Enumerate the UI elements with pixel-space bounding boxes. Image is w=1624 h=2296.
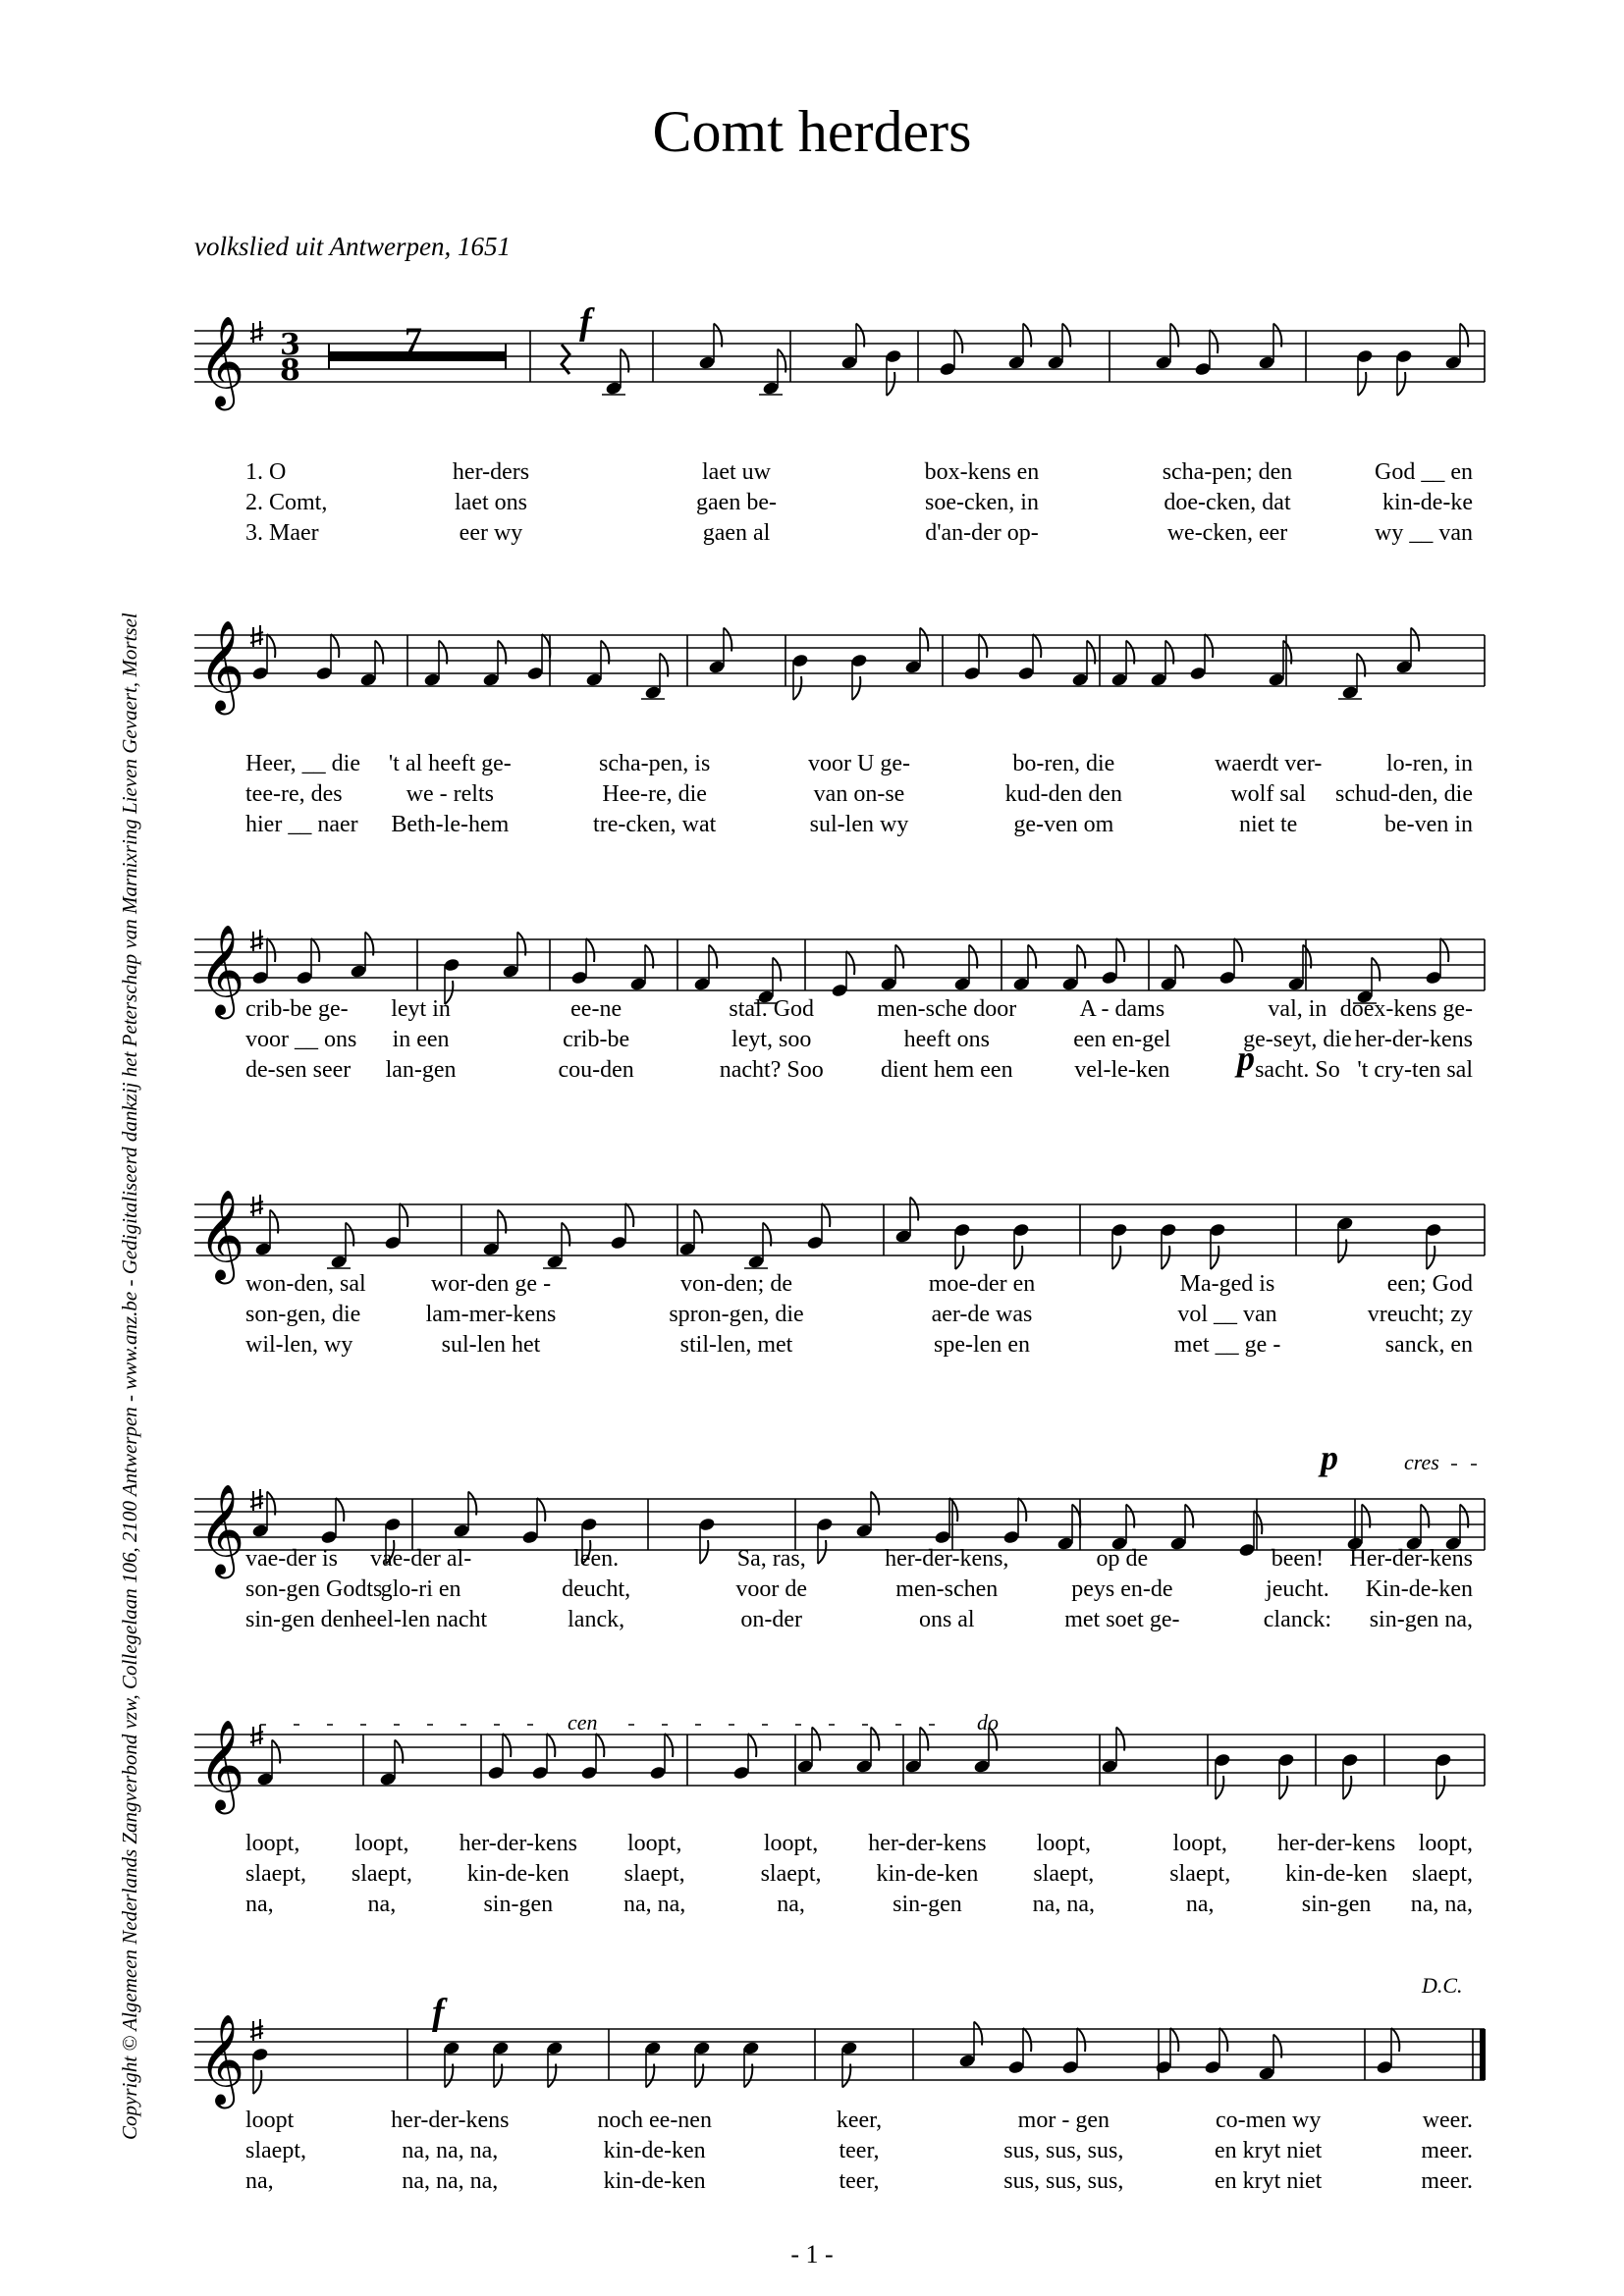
- lyric-syllable: sus, sus, sus,: [1003, 2168, 1124, 2194]
- lyric-syllable: clanck:: [1263, 1607, 1332, 1632]
- note-flag: [336, 1498, 344, 1522]
- lyric-syllable: von-den; de: [680, 1271, 792, 1297]
- lyric-syllable: slaept,: [351, 1861, 412, 1887]
- lyric-syllable: cou-den: [558, 1057, 634, 1083]
- note-flag: [1210, 330, 1218, 353]
- note-flag: [846, 951, 854, 975]
- lyric-line: [245, 1892, 1473, 1917]
- lyric-syllable: voor de: [735, 1576, 808, 1602]
- lyric-line: [245, 1302, 1473, 1327]
- lyric-syllable: tee-re, des: [245, 781, 343, 807]
- lyric-syllable: God __ en: [1375, 459, 1473, 485]
- note-flag: [267, 938, 275, 962]
- sharp-icon: [250, 625, 263, 647]
- lyric-syllable: vel-le-ken: [1074, 1057, 1170, 1083]
- lyric-syllable: meer.: [1421, 2168, 1473, 2194]
- note-flag: [1343, 1776, 1351, 1799]
- lyric-syllable: kin-de-ken: [603, 2138, 706, 2163]
- lyric-syllable: on-der: [740, 1607, 803, 1632]
- lyric-syllable: sacht. So: [1255, 1057, 1340, 1083]
- lyric-syllable: vae-der al-: [369, 1546, 472, 1572]
- lyric-syllable: schud-den, die: [1335, 781, 1473, 807]
- lyric-syllable: val, in: [1268, 996, 1327, 1022]
- lyric-syllable: Kin-de-ken: [1365, 1576, 1473, 1602]
- lyric-syllable: sin-gen den: [245, 1607, 355, 1632]
- lyric-syllable: co-men wy: [1216, 2108, 1322, 2133]
- dynamic-mark: do: [977, 1710, 999, 1735]
- lyric-syllable: na, na,: [1410, 1892, 1473, 1917]
- lyric-syllable: loopt,: [1418, 1831, 1473, 1856]
- page-number: - 1 -: [790, 2240, 834, 2269]
- lyric-syllable: van on-se: [813, 781, 905, 807]
- lyric-syllable: teer,: [839, 2168, 880, 2194]
- dynamic-mark: f: [579, 301, 592, 343]
- lyric-syllable: teer,: [839, 2138, 880, 2163]
- note-flag: [1116, 938, 1124, 962]
- note-flag: [1391, 2028, 1399, 2052]
- lyric-syllable: moe-der en: [928, 1271, 1036, 1297]
- dynamic-mark: p: [1321, 1438, 1338, 1477]
- note-flag: [955, 1246, 963, 1269]
- lyric-line: [245, 1332, 1473, 1358]
- lyric-line: [245, 996, 1473, 1022]
- lyric-syllable: doex-kens ge-: [1339, 996, 1473, 1022]
- lyric-syllable: men-schen: [895, 1576, 999, 1602]
- lyric-line: [245, 1607, 1473, 1632]
- lyric-syllable: slaept,: [245, 2138, 306, 2163]
- lyric-syllable: loopt,: [626, 1831, 682, 1856]
- lyric-syllable: doe-cken, dat: [1164, 490, 1291, 515]
- note-flag: [503, 1734, 511, 1757]
- lyric-syllable: loopt,: [1172, 1831, 1227, 1856]
- sharp-icon: [250, 1195, 263, 1216]
- lyric-syllable: sin-gen: [483, 1892, 554, 1917]
- lyric-syllable: her-der-kens: [459, 1831, 577, 1856]
- lyric-syllable: her-der-kens: [868, 1831, 987, 1856]
- lyric-syllable: met soet ge-: [1064, 1607, 1180, 1632]
- lyric-syllable: glo-ri en: [380, 1576, 461, 1602]
- note-flag: [596, 1734, 604, 1757]
- dynamic-mark: cen: [568, 1710, 598, 1735]
- lyric-syllable: slaept,: [1412, 1861, 1473, 1887]
- lyric-line: [245, 1271, 1473, 1297]
- lyric-syllable: her-ders: [452, 459, 530, 485]
- lyric-syllable: stal. God: [729, 996, 815, 1022]
- lyric-line: [245, 1576, 1473, 1602]
- note-flag: [1014, 1246, 1022, 1269]
- lyric-syllable: spron-gen, die: [669, 1302, 804, 1327]
- dynamic-mark: 7: [405, 320, 422, 359]
- lyric-syllable: kin-de-ken: [1285, 1861, 1388, 1887]
- note-flag: [537, 1498, 545, 1522]
- note-flag: [793, 676, 801, 700]
- dynamic-mark: cres: [1404, 1450, 1439, 1474]
- note-flag: [1112, 1246, 1120, 1269]
- lyric-syllable: een en-gel: [1073, 1027, 1171, 1052]
- lyric-syllable: loopt,: [245, 1831, 300, 1856]
- lyric-syllable: in een: [392, 1027, 450, 1052]
- lyric-syllable: kud-den den: [1004, 781, 1122, 807]
- lyric-syllable: ge-seyt, die: [1243, 1027, 1352, 1052]
- lyric-syllable: ge-ven om: [1013, 812, 1114, 837]
- lyric-syllable: slaept,: [760, 1861, 822, 1887]
- treble-clef-icon: 𝄞: [198, 315, 245, 406]
- lyric-syllable: met __ ge -: [1173, 1332, 1281, 1358]
- lyric-syllable: Ma-ged is: [1179, 1271, 1275, 1297]
- note-flag: [822, 1203, 830, 1227]
- lyric-syllable: wor-den ge -: [430, 1271, 552, 1297]
- lyric-syllable: eer wy: [459, 520, 523, 546]
- lyric-syllable: na,: [777, 1892, 805, 1917]
- lyric-syllable: mor - gen: [1017, 2108, 1110, 2133]
- dynamic-mark: p: [1237, 1039, 1255, 1078]
- lyric-syllable: sul-len het: [441, 1332, 541, 1358]
- note-flag: [1234, 938, 1242, 962]
- note-flag: [1397, 372, 1405, 396]
- lyric-syllable: 1. O: [245, 459, 287, 485]
- note-flag: [949, 1498, 957, 1522]
- lyric-syllable: kin-de-ken: [603, 2168, 706, 2194]
- lyric-syllable: vreucht; zy: [1367, 1302, 1473, 1327]
- lyric-syllable: keer,: [836, 2108, 883, 2133]
- lyric-line: [245, 2168, 1473, 2194]
- note-flag: [818, 1540, 826, 1564]
- note-flag: [1033, 634, 1041, 658]
- lyric-syllable: 3. Maer: [245, 520, 319, 546]
- lyric-syllable: ons al: [918, 1607, 975, 1632]
- note-flag: [1023, 2028, 1031, 2052]
- lyric-syllable: be-ven in: [1384, 812, 1473, 837]
- sharp-icon: [250, 1489, 263, 1511]
- note-flag: [1219, 2028, 1227, 2052]
- lyric-syllable: won-den, sal: [245, 1271, 366, 1297]
- lyric-syllable: spe-len en: [934, 1332, 1030, 1358]
- note-flag: [1358, 372, 1366, 396]
- note-flag: [887, 372, 894, 396]
- lyric-syllable: wil-len, wy: [245, 1332, 353, 1358]
- treble-clef-icon: 𝄞: [198, 924, 245, 1015]
- lyric-syllable: na, na, na,: [402, 2168, 499, 2194]
- lyric-line: [245, 1027, 1473, 1052]
- note-flag: [586, 938, 594, 962]
- lyric-syllable: lanck,: [568, 1607, 625, 1632]
- lyric-syllable: her-der-kens: [1354, 1027, 1473, 1052]
- lyric-syllable: op de: [1096, 1546, 1149, 1572]
- lyric-syllable: scha-pen; den: [1162, 459, 1293, 485]
- note-flag: [400, 1203, 407, 1227]
- lyric-syllable: loopt,: [1036, 1831, 1092, 1856]
- treble-clef-icon: 𝄞: [198, 1719, 245, 1810]
- lyric-syllable: Her-der-kens: [1349, 1546, 1473, 1572]
- page-title: Comt herders: [652, 99, 972, 164]
- lyric-line: [245, 1057, 1473, 1083]
- lyric-syllable: loopt: [245, 2108, 295, 2133]
- note-flag: [1205, 634, 1213, 658]
- lyric-syllable: loopt,: [354, 1831, 409, 1856]
- lyric-syllable: tre-cken, wat: [593, 812, 717, 837]
- lyric-syllable: her-der-kens: [391, 2108, 510, 2133]
- lyric-syllable: soe-cken, in: [925, 490, 1039, 515]
- lyric-syllable: meer.: [1421, 2138, 1473, 2163]
- note-flag: [542, 634, 550, 658]
- lyric-line: [245, 520, 1473, 546]
- treble-clef-icon: 𝄞: [198, 2013, 245, 2105]
- lyric-syllable: na,: [245, 1892, 274, 1917]
- sharp-icon: [250, 930, 263, 951]
- lyric-syllable: Hee-re, die: [602, 781, 707, 807]
- lyric-syllable: we - relts: [406, 781, 494, 807]
- lyric-syllable: en kryt niet: [1215, 2168, 1323, 2194]
- lyric-syllable: dient hem een: [880, 1057, 1013, 1083]
- note-flag: [852, 676, 860, 700]
- lyric-syllable: sin-gen: [1301, 1892, 1372, 1917]
- subtitle: volkslied uit Antwerpen, 1651: [194, 232, 511, 261]
- note-flag: [665, 1734, 673, 1757]
- lyric-line: [245, 781, 1473, 807]
- sharp-icon: [250, 2019, 263, 2041]
- lyric-syllable: laet ons: [455, 490, 527, 515]
- lyric-syllable: slaept,: [1033, 1861, 1095, 1887]
- lyric-syllable: wolf sal: [1230, 781, 1306, 807]
- note-flag: [954, 330, 962, 353]
- lyric-syllable: wy __ van: [1375, 520, 1473, 546]
- lyric-syllable: Beth-le-hem: [391, 812, 510, 837]
- lyric-syllable: kin-de-ke: [1382, 490, 1473, 515]
- lyric-syllable: d'an-der op-: [925, 520, 1039, 546]
- lyric-syllable: her-der-kens,: [885, 1546, 1009, 1572]
- lyric-syllable: box-kens en: [924, 459, 1040, 485]
- lyric-syllable: crib-be ge-: [245, 996, 349, 1022]
- note-flag: [1162, 1246, 1169, 1269]
- note-flag: [1018, 1498, 1026, 1522]
- lyric-syllable: 't cry-ten sal: [1357, 1057, 1473, 1083]
- note-flag: [1427, 1246, 1435, 1269]
- note-flag: [1077, 2028, 1085, 2052]
- lyric-syllable: en kryt niet: [1215, 2138, 1323, 2163]
- lyric-syllable: heel-len nacht: [353, 1607, 488, 1632]
- note-flag: [625, 1203, 633, 1227]
- lyric-line: [245, 1861, 1473, 1887]
- note-flag: [311, 938, 319, 962]
- treble-clef-icon: 𝄞: [198, 619, 245, 711]
- lyric-syllable: na,: [367, 1892, 397, 1917]
- lyric-syllable: slaept,: [1169, 1861, 1231, 1887]
- lyric-syllable: weer.: [1422, 2108, 1473, 2133]
- lyric-syllable: son-gen, die: [245, 1302, 361, 1327]
- lyric-syllable: lam-mer-kens: [425, 1302, 557, 1327]
- note-flag: [700, 1540, 708, 1564]
- lyric-syllable: we-cken, eer: [1166, 520, 1288, 546]
- time-signature-numerator: 3: [280, 328, 300, 362]
- lyric-syllable: aer-de was: [931, 1302, 1033, 1327]
- lyric-syllable: A - dams: [1079, 996, 1165, 1022]
- note-flag: [267, 634, 275, 658]
- lyric-syllable: leyt, soo: [731, 1027, 812, 1052]
- lyric-syllable: na, na,: [1032, 1892, 1095, 1917]
- note-flag: [547, 1734, 555, 1757]
- lyric-syllable: kin-de-ken: [466, 1861, 569, 1887]
- note-flag: [1211, 1246, 1218, 1269]
- lyric-syllable: bo-ren, die: [1012, 751, 1115, 776]
- lyric-syllable: slaept,: [245, 1861, 306, 1887]
- copyright-notice: Copyright © Algemeen Nederlands Zangverbond vzw, Collegelaan 106, 2100 Antwerpen - www.anz.be - Gedigitaliseerd dankzij het Peterschap van Marnixring Lieven Gevaert, Mortsel: [118, 613, 141, 2140]
- lyric-line: [245, 490, 1473, 515]
- dynamic-mark: f: [432, 1992, 445, 2033]
- lyric-syllable: son-gen Godts: [245, 1576, 383, 1602]
- time-signature-denominator: 8: [280, 353, 300, 388]
- note-flag: [1436, 1776, 1444, 1799]
- final-barline: [1480, 2029, 1486, 2080]
- lyric-syllable: deucht,: [562, 1576, 631, 1602]
- lyric-syllable: crib-be: [563, 1027, 630, 1052]
- lyric-line: [245, 2108, 1473, 2133]
- lyric-syllable: gaen al: [702, 520, 771, 546]
- note-flag: [1216, 1776, 1223, 1799]
- lyric-syllable: waerdt ver-: [1214, 751, 1323, 776]
- lyric-syllable: sanck, en: [1384, 1332, 1473, 1358]
- note-flag: [253, 2070, 261, 2094]
- lyric-syllable: niet te: [1239, 812, 1298, 837]
- sharp-icon: [250, 321, 263, 343]
- note-flag: [1254, 1511, 1262, 1534]
- lyric-line: [245, 459, 1473, 485]
- lyric-line: [245, 812, 1473, 837]
- lyric-syllable: gaen be-: [696, 490, 777, 515]
- lyric-syllable: na,: [1185, 1892, 1215, 1917]
- lyric-syllable: 2. Comt,: [245, 490, 328, 515]
- note-flag: [1279, 1776, 1287, 1799]
- lyric-syllable: ee-ne: [570, 996, 623, 1022]
- lyric-syllable: men-sche door: [877, 996, 1017, 1022]
- lyric-syllable: 't al heeft ge-: [388, 751, 512, 776]
- lyric-syllable: noch ee-nen: [597, 2108, 712, 2133]
- lyric-syllable: sin-gen na,: [1369, 1607, 1473, 1632]
- lyric-line: [245, 751, 1473, 776]
- lyric-syllable: sin-gen: [893, 1892, 962, 1917]
- note-flag: [331, 634, 339, 658]
- lyric-syllable: een; God: [1386, 1271, 1473, 1297]
- lyric-syllable: vol __ van: [1177, 1302, 1277, 1327]
- lyric-syllable: laet uw: [702, 459, 771, 485]
- lyric-syllable: Sa, ras,: [736, 1546, 806, 1572]
- lyric-syllable: vae-der is: [245, 1546, 338, 1572]
- lyric-syllable: de-sen seer: [245, 1057, 352, 1083]
- treble-clef-icon: 𝄞: [198, 1483, 245, 1575]
- lyric-syllable: nacht? Soo: [719, 1057, 824, 1083]
- lyric-syllable: hier __ naer: [245, 812, 358, 837]
- lyric-syllable: voor __ ons: [245, 1027, 357, 1052]
- note-flag: [979, 634, 987, 658]
- lyric-syllable: lan-gen: [385, 1057, 457, 1083]
- lyric-syllable: leen.: [573, 1546, 620, 1572]
- dynamic-mark: D.C.: [1422, 1973, 1463, 1998]
- lyric-syllable: lo-ren, in: [1386, 751, 1473, 776]
- lyric-line: [245, 2138, 1473, 2163]
- lyric-syllable: leyt in: [391, 996, 451, 1022]
- lyric-syllable: heeft ons: [903, 1027, 990, 1052]
- sharp-icon: [250, 1725, 263, 1746]
- note-flag: [1170, 2028, 1178, 2052]
- lyric-syllable: Heer, __ die: [245, 751, 360, 776]
- lyric-syllable: na, na,: [623, 1892, 686, 1917]
- lyric-line: [245, 1831, 1473, 1856]
- lyric-syllable: kin-de-ken: [876, 1861, 979, 1887]
- lyric-syllable: loopt,: [763, 1831, 819, 1856]
- lyric-syllable: jeucht.: [1266, 1576, 1329, 1602]
- lyric-syllable: na, na, na,: [402, 2138, 499, 2163]
- lyric-syllable: na,: [245, 2168, 274, 2194]
- note-flag: [748, 1734, 756, 1757]
- lyric-syllable: stil-len, met: [679, 1332, 793, 1358]
- treble-clef-icon: 𝄞: [198, 1189, 245, 1280]
- lyric-syllable: been!: [1271, 1546, 1325, 1572]
- lyric-syllable: scha-pen, is: [599, 751, 711, 776]
- lyric-syllable: voor U ge-: [808, 751, 910, 776]
- lyric-syllable: peys en-de: [1071, 1576, 1173, 1602]
- lyric-syllable: sul-len wy: [809, 812, 909, 837]
- note-flag: [1440, 938, 1448, 962]
- lyric-syllable: slaept,: [623, 1861, 685, 1887]
- lyric-syllable: sus, sus, sus,: [1003, 2138, 1124, 2163]
- lyric-syllable: her-der-kens: [1276, 1831, 1396, 1856]
